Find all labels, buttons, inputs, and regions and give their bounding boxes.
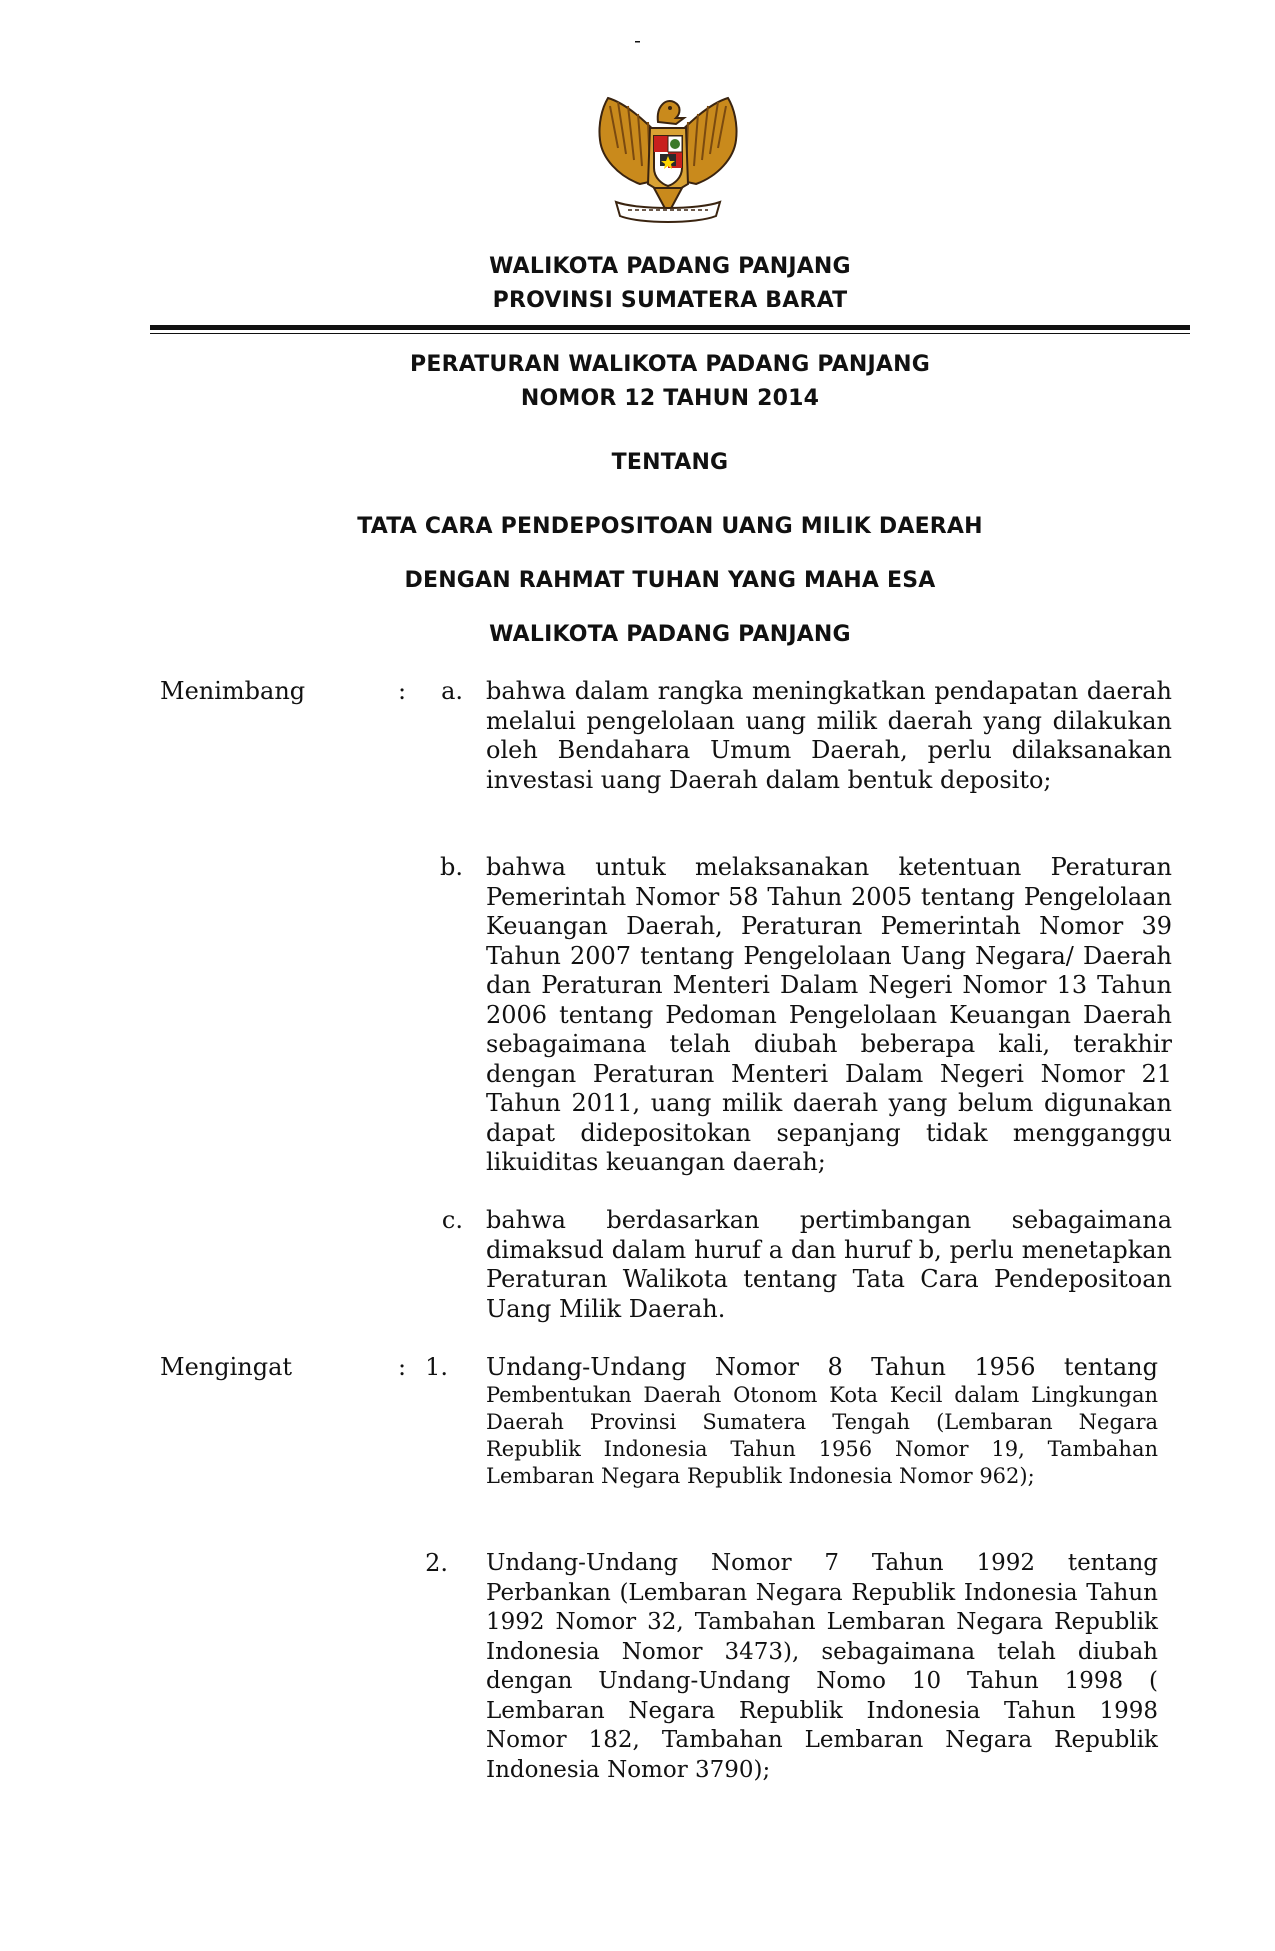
- title-nomor: NOMOR 12 TAHUN 2014: [520, 386, 820, 411]
- mengingat-marker-1: 1.: [425, 1353, 448, 1381]
- menimbang-item-b: bahwa untuk melaksanakan ketentuan Peraturan Pemerintah Nomor 58 Tahun 2005 tentang Pengelolaan Keuangan Daerah, Peraturan Pemerintah Nomor 39 Tahun 2007 tentang Pengelolaan Uang Negara/ Daerah dan Peraturan Menteri Dalam Negeri Nomor 13 Tahun 2006 tentang Pedoman Pengelolaan Keuangan Daerah sebagaimana telah diubah beberapa kali, terakhir dengan Peraturan Menteri Dalam Negeri Nomor 21 Tahun 2011, uang milik daerah yang belum digunakan dapat didepositokan sepanjang tidak mengganggu likuiditas keuangan daerah;: [486, 853, 1172, 1176]
- header-provinsi: PROVINSI SUMATERA BARAT: [492, 288, 848, 313]
- header-walikota: WALIKOTA PADANG PANJANG: [489, 254, 851, 279]
- garuda-emblem-icon: [588, 84, 748, 234]
- mengingat-label: Mengingat: [160, 1353, 293, 1381]
- header-rule-thin: [150, 333, 1190, 334]
- menimbang-marker-a: a.: [441, 677, 463, 705]
- mengingat-item-2: Undang-Undang Nomor 7 Tahun 1992 tentang Perbankan (Lembaran Negara Republik Indonesia Tahun 1992 Nomor 32, Tambahan Lembaran Negara Republik Indonesia Nomor 3473), sebagaimana telah diubah dengan Undang-Undang Nomo 10 Tahun 1998 ( Lembaran Negara Republik Indonesia Tahun 1998 Nomor 182, Tambahan Lembaran Negara Republik Indonesia Nomor 3790);: [486, 1550, 1158, 1783]
- title-peraturan: PERATURAN WALIKOTA PADANG PANJANG: [410, 352, 930, 377]
- mengingat-item-1-first-line: Undang-Undang Nomor 8 Tahun 1956 tentang: [486, 1353, 1158, 1381]
- menimbang-marker-c: c.: [441, 1206, 463, 1234]
- mengingat-item-1-rest: Pembentukan Daerah Otonom Kota Kecil dalam Lingkungan Daerah Provinsi Sumatera Tengah (Lembaran Negara Republik Indonesia Tahun 1956 Nomor 19, Tambahan Lembaran Negara Republik Indonesia Nomor 962);: [486, 1383, 1158, 1488]
- top-mark: -: [634, 28, 641, 52]
- menimbang-item-a: bahwa dalam rangka meningkatkan pendapatan daerah melalui pengelolaan uang milik daerah yang dilakukan oleh Bendahara Umum Daerah, perlu dilaksanakan investasi uang Daerah dalam bentuk deposito;: [486, 677, 1172, 794]
- menimbang-item-c: bahwa berdasarkan pertimbangan sebagaimana dimaksud dalam huruf a dan huruf b, perlu menetapkan Peraturan Walikota tentang Tata Cara Pendepositoan Uang Milik Daerah.: [486, 1206, 1172, 1323]
- menimbang-colon: :: [398, 677, 407, 705]
- menimbang-label: Menimbang: [160, 677, 306, 705]
- menimbang-marker-b: b.: [440, 853, 463, 881]
- title-tentang: TENTANG: [611, 450, 729, 475]
- header-rule-thick: [150, 325, 1190, 330]
- mengingat-marker-2: 2.: [425, 1549, 448, 1577]
- title-authority: WALIKOTA PADANG PANJANG: [489, 622, 851, 647]
- title-invocation: DENGAN RAHMAT TUHAN YANG MAHA ESA: [404, 568, 936, 593]
- title-subject: TATA CARA PENDEPOSITOAN UANG MILIK DAERAH: [357, 514, 983, 539]
- mengingat-item-1: [486, 1353, 1158, 1490]
- mengingat-colon: :: [398, 1353, 407, 1381]
